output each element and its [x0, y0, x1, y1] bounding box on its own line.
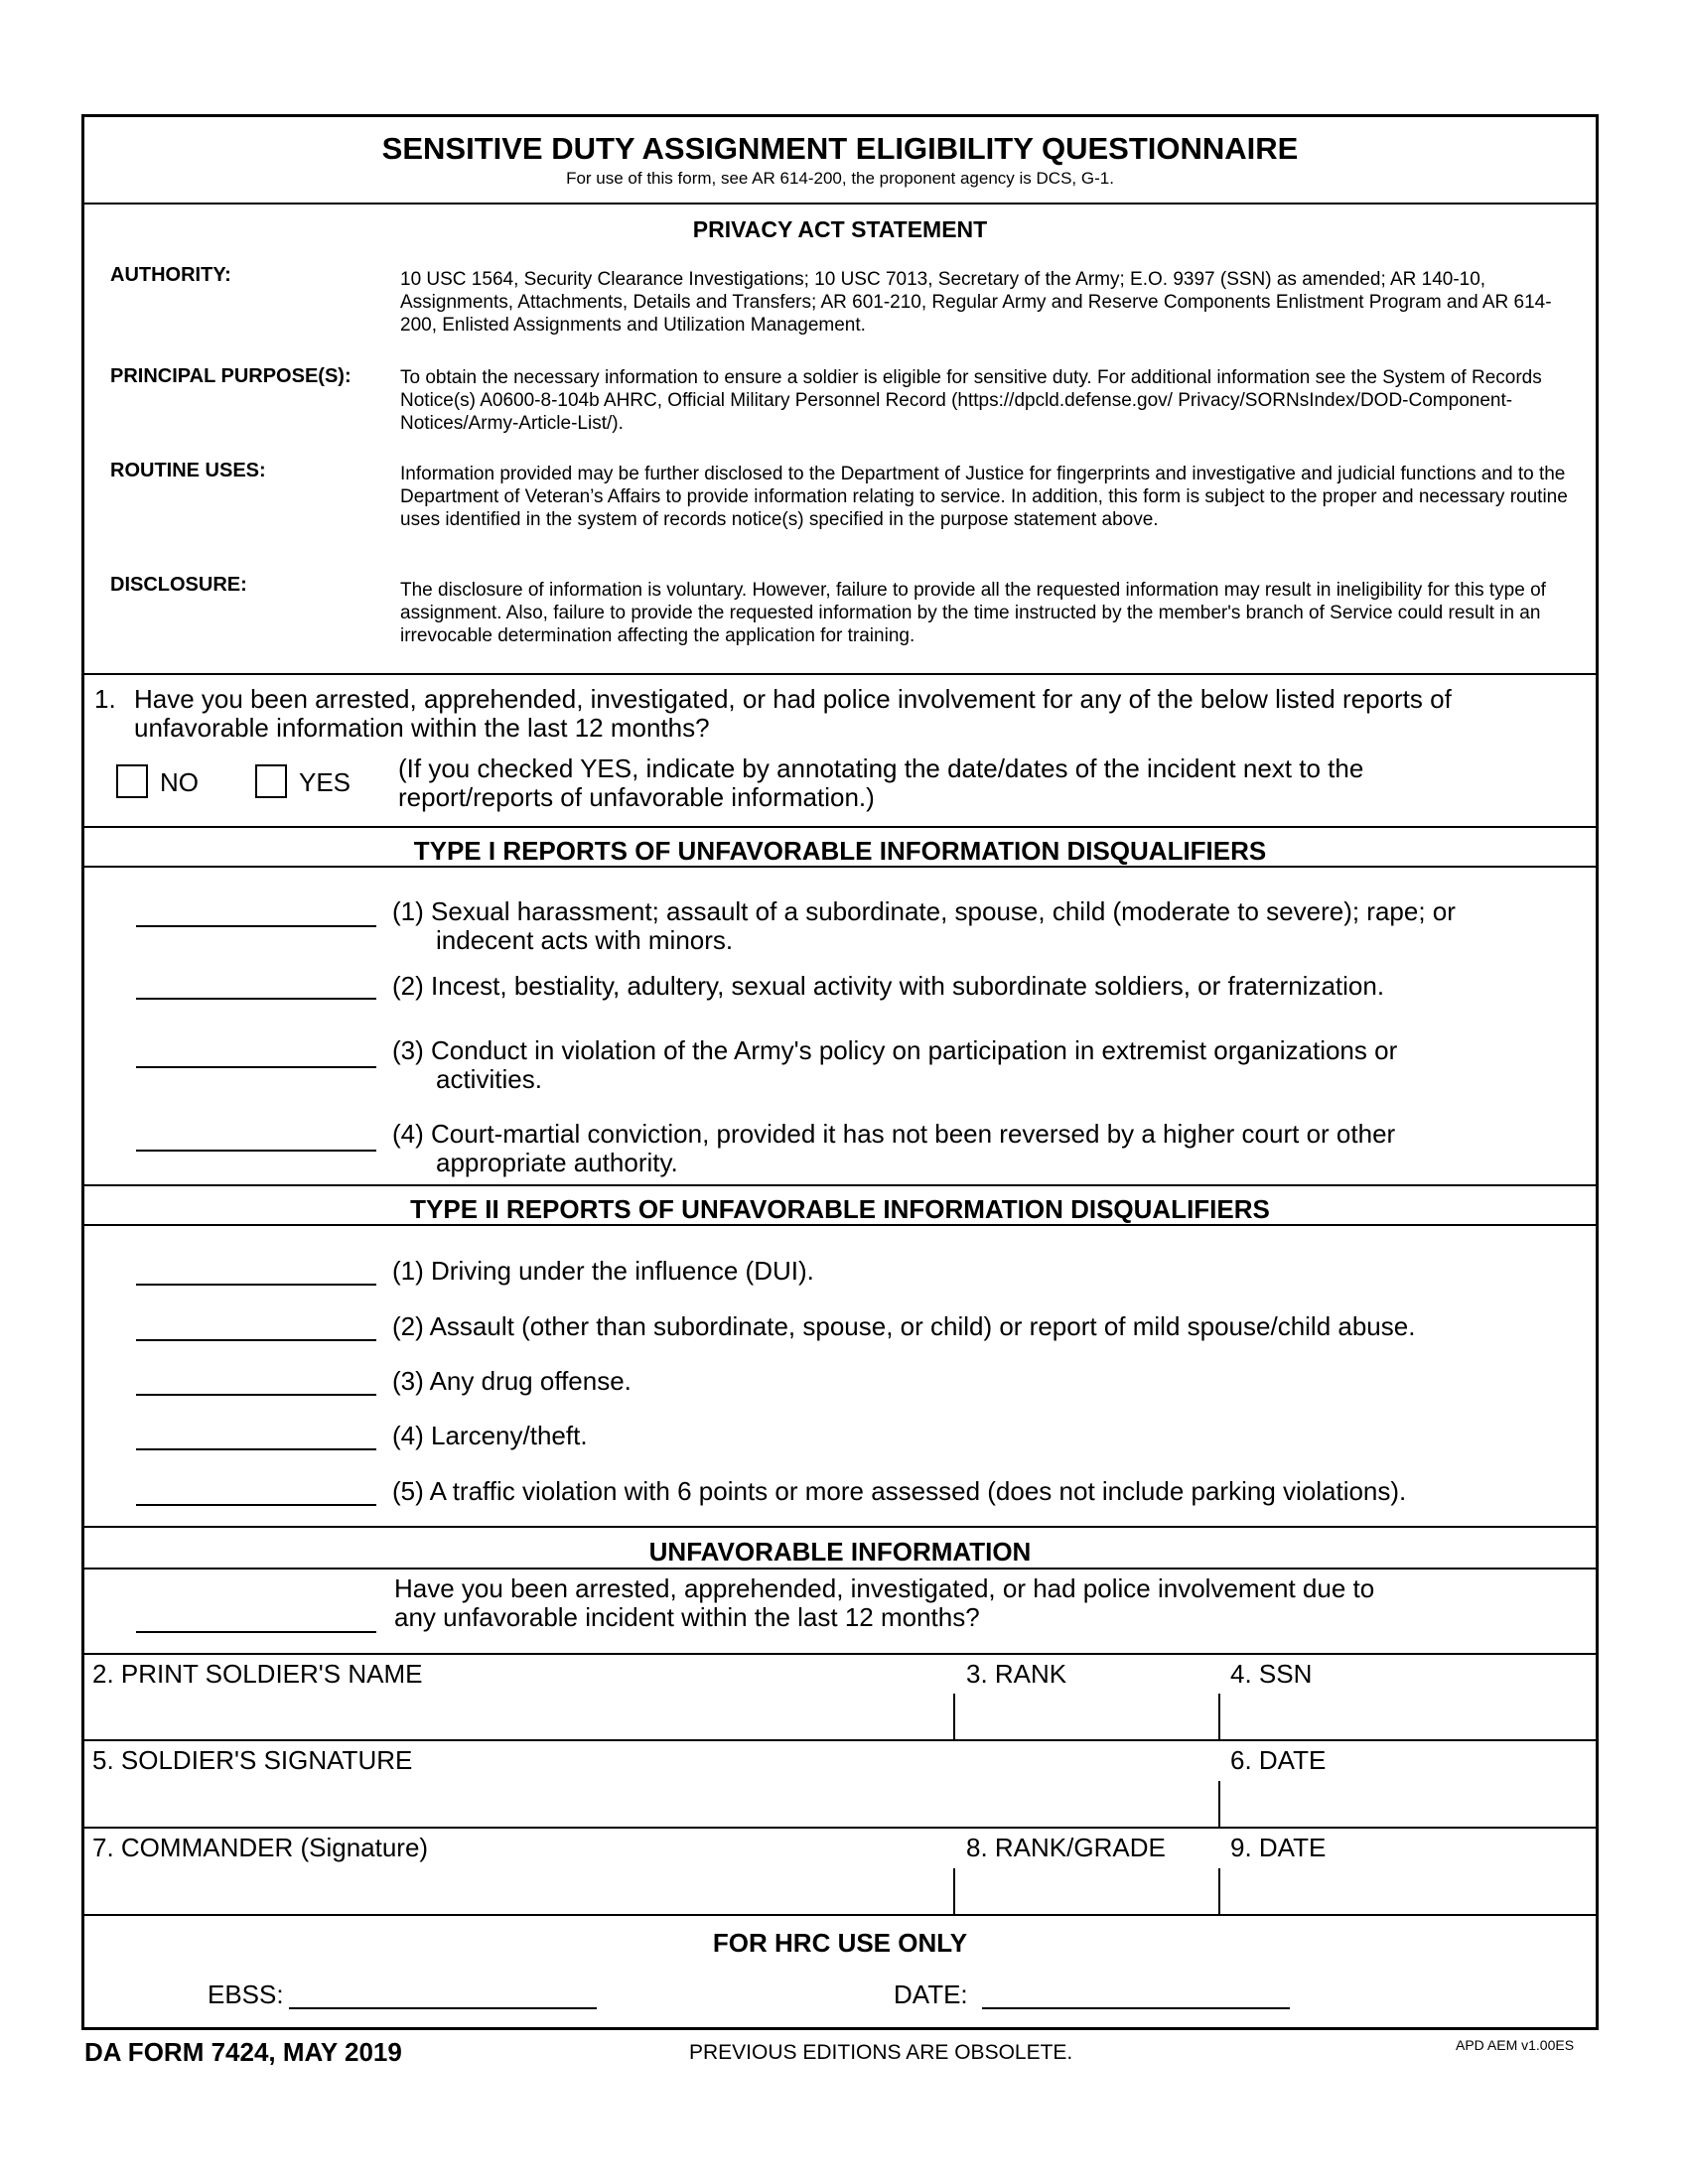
rank-label: 3. RANK: [966, 1659, 1067, 1689]
form-subtitle: For use of this form, see AR 614-200, the proponent agency is DCS, G-1.: [566, 169, 1114, 188]
obsolete-note: PREVIOUS EDITIONS ARE OBSOLETE.: [689, 2041, 1073, 2064]
type1-item-4-cont: appropriate authority.: [436, 1148, 678, 1177]
purpose-text: To obtain the necessary information to ensure a soldier is eligible for sensitive duty. For additional information see the System of Records Notice(s) A0600-8-104b AHRC, Official Military Personnel Record (https://dpcld.defense.gov/ Privacy/SORNsIndex/DOD-Component-Notices/Army-Article-List/).: [400, 367, 1542, 434]
type2-date-blank-4[interactable]: [136, 1448, 376, 1450]
rank-grade-input[interactable]: [958, 1868, 1214, 1912]
yes-checkbox[interactable]: [255, 764, 287, 798]
divider: [84, 673, 1596, 675]
disclosure-text: The disclosure of information is voluntary. However, failure to provide all the requested information may result in ineligibility for this type of assignment. Also, failure to provide the requested information by the time instructed by the member's branch of Service could result in an irrevocable determination affecting the application for training.: [400, 580, 1546, 646]
type1-item-2: [392, 972, 1384, 1001]
form-id: DA FORM 7424, MAY 2019: [84, 2037, 402, 2067]
type1-date-blank-3[interactable]: [136, 1066, 376, 1068]
signature-input[interactable]: [90, 1781, 1214, 1825]
authority-label: AUTHORITY:: [110, 264, 231, 286]
authority-text: 10 USC 1564, Security Clearance Investigations; 10 USC 7013, Secretary of the Army; E.O. 9397 (SSN) as amended; AR 140-10, Assignments, Attachments, Details and Transfers; AR 601-210, Regular Army and Reserve Components Enlistment Program and AR 614-200, Enlisted Assignments and Utilization Management.: [400, 269, 1552, 336]
divider: [84, 1224, 1596, 1226]
version-tag: APD AEM v1.00ES: [1456, 2037, 1575, 2053]
ssn-input[interactable]: [1223, 1696, 1591, 1737]
divider: [84, 826, 1596, 828]
type2-date-blank-3[interactable]: [136, 1394, 376, 1396]
hrc-date-label: DATE:: [894, 1979, 968, 2009]
divider: [84, 1827, 1596, 1829]
type2-date-blank-1[interactable]: [136, 1284, 376, 1286]
type1-item-1: [392, 897, 1456, 926]
form-frame: [81, 114, 1599, 2030]
type2-date-blank-2[interactable]: [136, 1339, 376, 1341]
item-number: (1): [392, 1256, 424, 1286]
item-text: Sexual harassment; assault of a subordinate, spouse, child (moderate to severe); rape; or: [431, 896, 1456, 926]
hrc-heading: FOR HRC USE ONLY: [712, 1928, 968, 1958]
type2-item-5: [392, 1477, 1406, 1506]
type1-date-blank-1[interactable]: [136, 925, 376, 927]
date-6-input[interactable]: [1223, 1781, 1591, 1825]
ebss-input[interactable]: [289, 2007, 597, 2009]
type1-date-blank-4[interactable]: [136, 1150, 376, 1152]
unfavorable-line-1: Have you been arrested, apprehended, investigated, or had police involvement due to: [394, 1573, 1375, 1603]
divider: [84, 866, 1596, 868]
rank-input[interactable]: [958, 1696, 1214, 1737]
yes-label: YES: [299, 767, 352, 797]
form-title: SENSITIVE DUTY ASSIGNMENT ELIGIBILITY QUESTIONNAIRE: [381, 131, 1299, 166]
routine-uses-text: Information provided may be further disclosed to the Department of Justice for fingerprints and investigative and judicial functions and to the Department of Veteran’s Affairs to provide information relating to service. In addition, this form is subject to the proper and necessary routine uses identified in the system of records notice(s) specified in the purpose statement above.: [400, 464, 1568, 530]
item-number: (3): [392, 1366, 424, 1396]
item-text: Assault (other than subordinate, spouse, or child) or report of mild spouse/child abuse.: [429, 1311, 1416, 1341]
type2-item-4: [392, 1422, 588, 1450]
type1-item-3: [392, 1036, 1397, 1065]
divider: [84, 1739, 1596, 1741]
soldier-name-label: 2. PRINT SOLDIER'S NAME: [92, 1659, 423, 1689]
rank-grade-label: 8. RANK/GRADE: [966, 1833, 1166, 1862]
no-label: NO: [160, 767, 199, 797]
disclosure-label: DISCLOSURE:: [110, 574, 247, 596]
item-text: Court-martial conviction, provided it has not been reversed by a higher court or other: [431, 1119, 1396, 1149]
type2-heading: TYPE II REPORTS OF UNFAVORABLE INFORMATION DISQUALIFIERS: [410, 1194, 1270, 1224]
ebss-label: EBSS:: [208, 1979, 284, 2009]
item-number: (2): [392, 1311, 424, 1341]
item-text: A traffic violation with 6 points or more assessed (does not include parking violations).: [429, 1476, 1407, 1506]
type1-item-4: [392, 1120, 1395, 1149]
unfavorable-heading: UNFAVORABLE INFORMATION: [648, 1537, 1032, 1567]
unfavorable-line-2: any unfavorable incident within the last 12 months?: [394, 1602, 980, 1632]
item-text: Conduct in violation of the Army's policy on participation in extremist organizations or: [431, 1035, 1398, 1065]
field-separator: [1218, 1781, 1220, 1827]
routine-uses-label: ROUTINE USES:: [110, 460, 266, 481]
item-text: Any drug offense.: [429, 1366, 632, 1396]
divider: [84, 1184, 1596, 1186]
date-6-label: 6. DATE: [1230, 1745, 1327, 1775]
item-text: Larceny/theft.: [431, 1421, 588, 1450]
question1-text: Have you been arrested, apprehended, investigated, or had police involvement for any of the below listed reports of unfavorable information within the last 12 months?: [134, 684, 1452, 743]
commander-label: 7. COMMANDER (Signature): [92, 1833, 429, 1862]
item-number: (3): [392, 1035, 424, 1065]
item-number: (4): [392, 1119, 424, 1149]
divider: [84, 1914, 1596, 1916]
unfavorable-date-blank[interactable]: [136, 1631, 376, 1633]
field-separator: [953, 1868, 955, 1914]
type1-heading: TYPE I REPORTS OF UNFAVORABLE INFORMATION DISQUALIFIERS: [413, 836, 1267, 866]
signature-label: 5. SOLDIER'S SIGNATURE: [92, 1745, 413, 1775]
divider: [84, 1568, 1596, 1570]
date-9-input[interactable]: [1223, 1868, 1591, 1912]
type2-item-2: [392, 1312, 1415, 1341]
type1-item-3-cont: activities.: [436, 1064, 542, 1094]
question1-number: 1.: [94, 684, 116, 714]
type2-date-blank-5[interactable]: [136, 1504, 376, 1506]
ssn-label: 4. SSN: [1230, 1659, 1313, 1689]
date-9-label: 9. DATE: [1230, 1833, 1327, 1862]
type1-item-1-cont: indecent acts with minors.: [436, 925, 734, 955]
divider: [84, 1526, 1596, 1528]
divider: [84, 203, 1596, 205]
field-separator: [1218, 1694, 1220, 1739]
commander-input[interactable]: [90, 1868, 948, 1912]
field-separator: [953, 1694, 955, 1739]
purpose-label: PRINCIPAL PURPOSE(S):: [110, 365, 352, 387]
item-number: (4): [392, 1421, 424, 1450]
type1-date-blank-2[interactable]: [136, 998, 376, 1000]
soldier-name-input[interactable]: [90, 1696, 948, 1737]
type2-item-3: [392, 1367, 632, 1396]
item-text: Incest, bestiality, adultery, sexual activity with subordinate soldiers, or fraternization.: [431, 971, 1385, 1001]
question1-instruction: (If you checked YES, indicate by annotating the date/dates of the incident next to the report/reports of unfavorable information.): [398, 753, 1364, 812]
hrc-date-input[interactable]: [982, 2007, 1290, 2009]
item-text: Driving under the influence (DUI).: [431, 1256, 814, 1286]
type2-item-1: [392, 1257, 814, 1286]
privacy-heading: PRIVACY ACT STATEMENT: [692, 216, 988, 242]
field-separator: [1218, 1868, 1220, 1914]
divider: [84, 1653, 1596, 1655]
item-number: (1): [392, 896, 424, 926]
item-number: (2): [392, 971, 424, 1001]
item-number: (5): [392, 1476, 424, 1506]
no-checkbox[interactable]: [116, 764, 148, 798]
